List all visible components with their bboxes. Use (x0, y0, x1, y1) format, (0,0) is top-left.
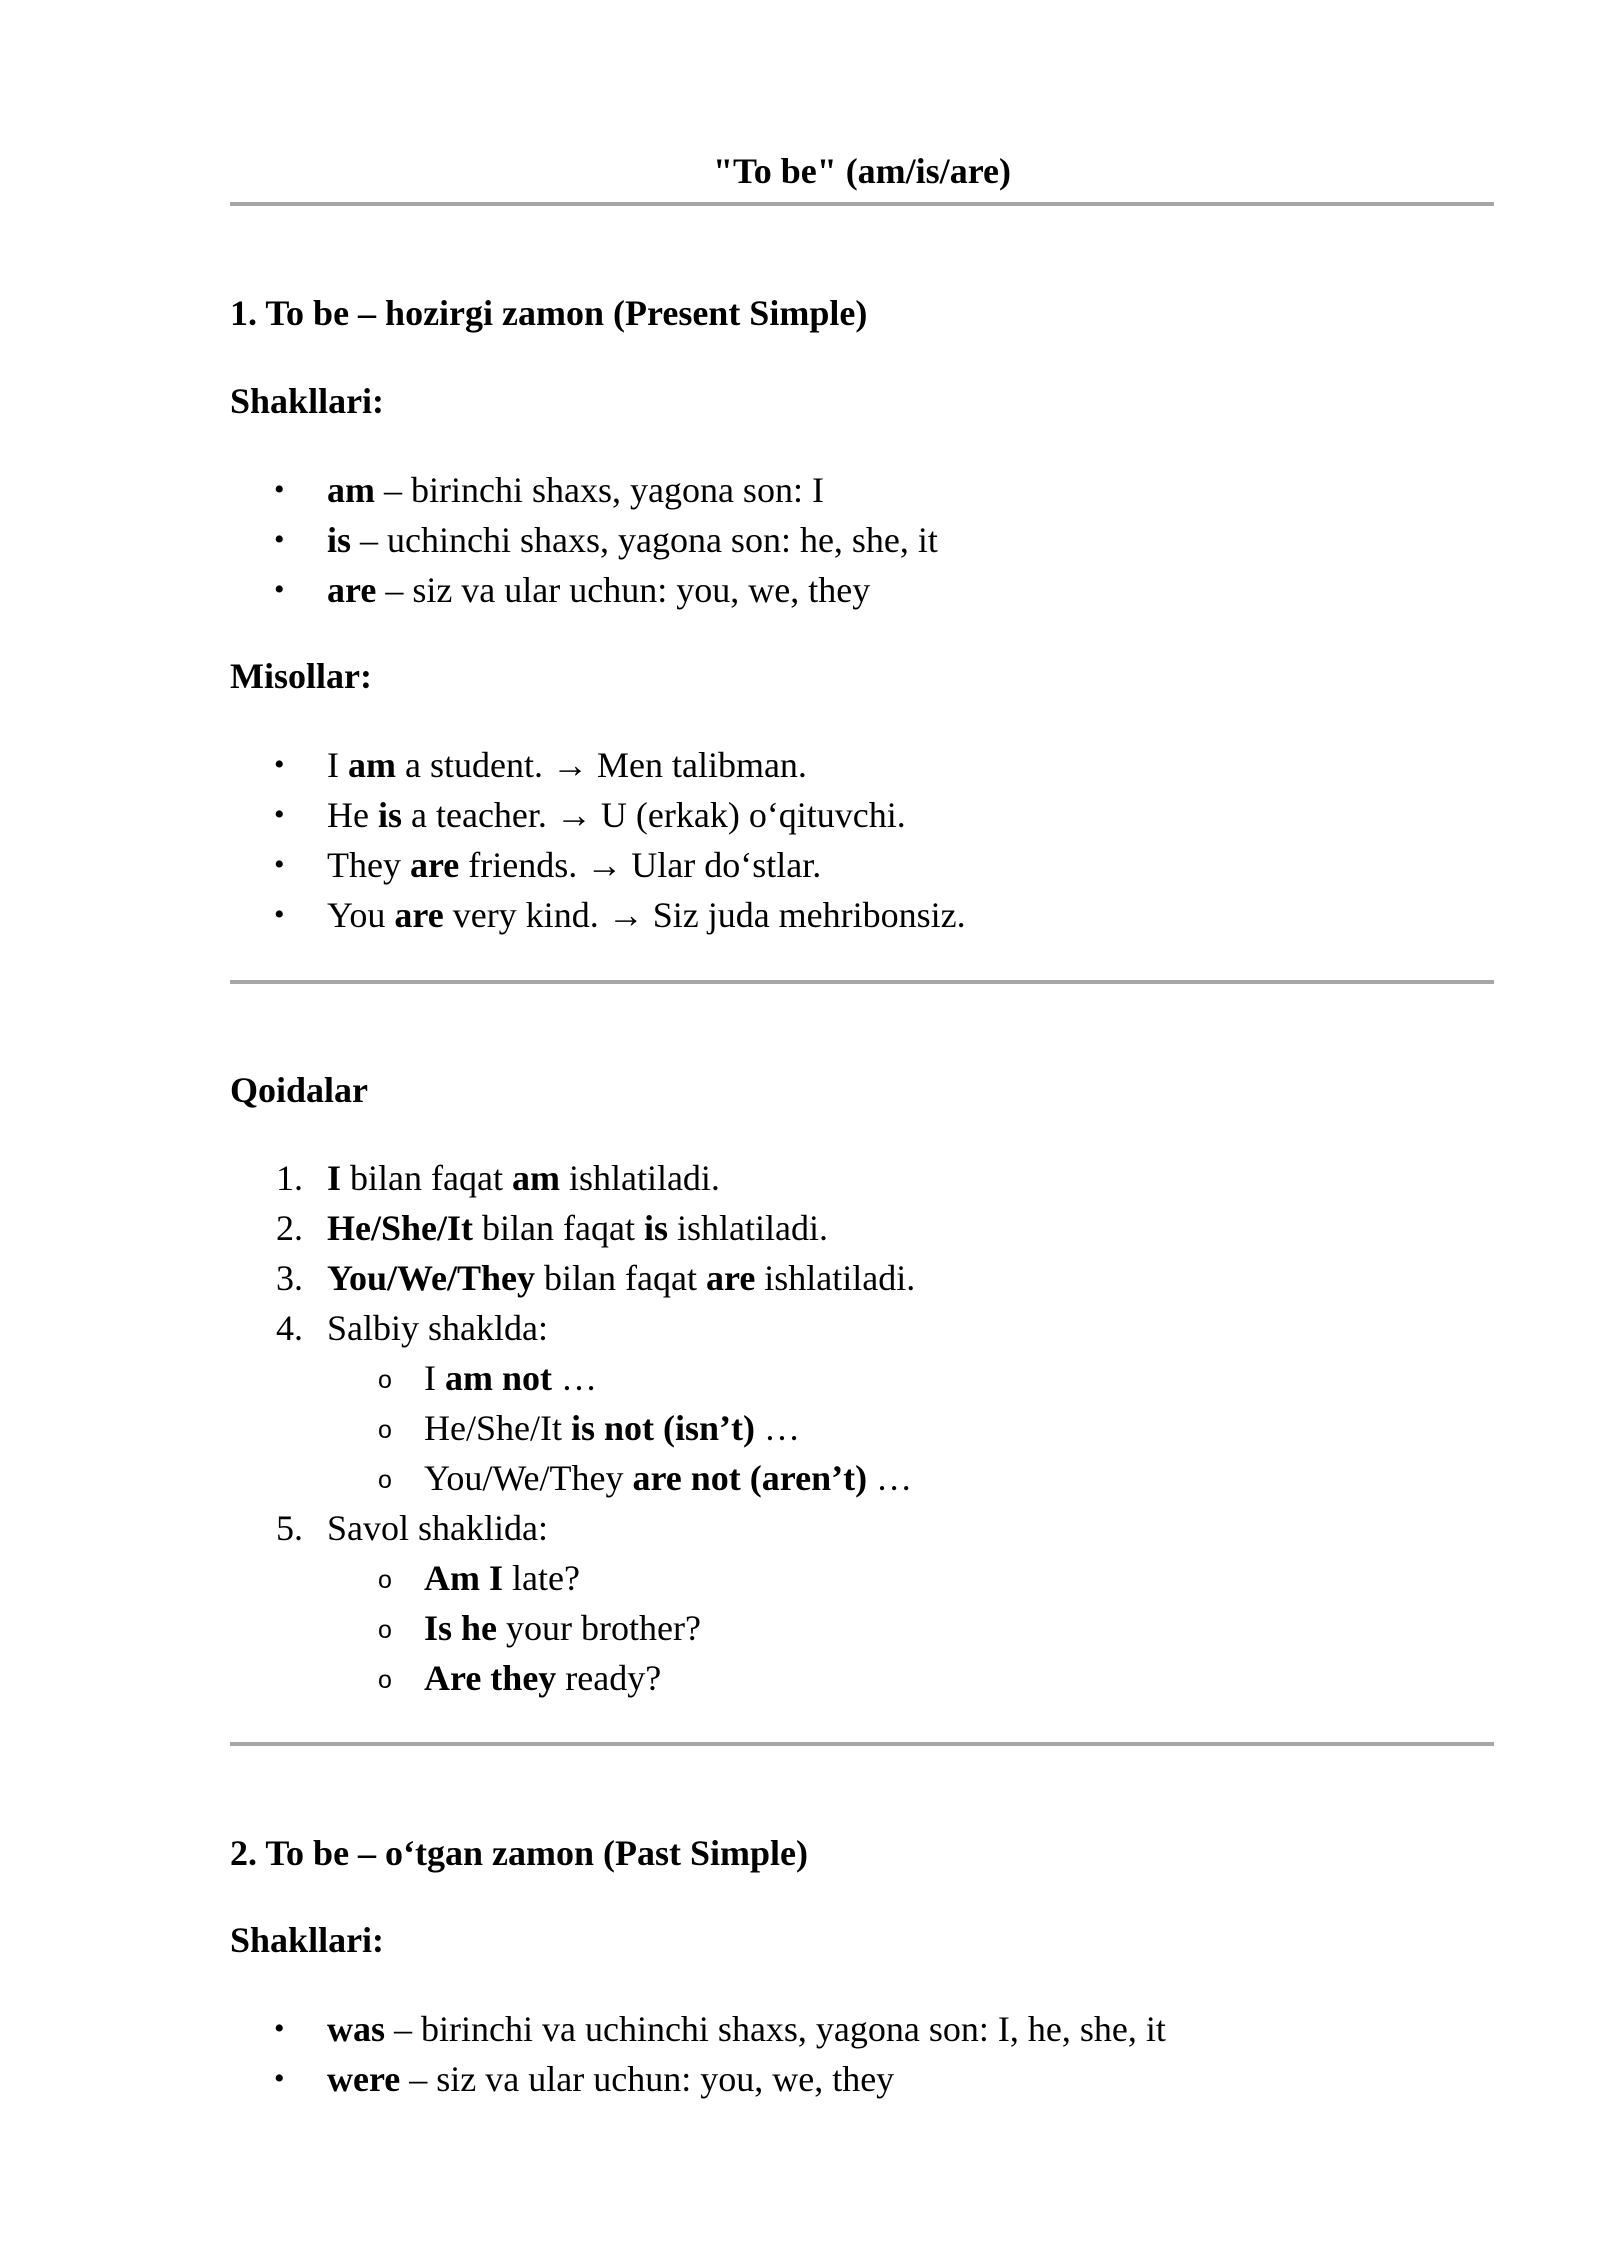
section1-examples-list (230, 740, 966, 940)
list-item: • am – birinchi shaxs, yagona son: I (230, 465, 938, 515)
section2-forms-list (230, 2004, 1166, 2104)
list-item: 3. You/We/They bilan faqat are ishlatiladi. (276, 1258, 916, 1298)
list-item: 5. Savol shaklida: (276, 1508, 548, 1548)
section1-forms-list (230, 465, 938, 615)
list-item: • He is a teacher. → U (erkak) o‘qituvchi. (230, 790, 966, 840)
list-item: o You/We/They are not (aren’t) … (230, 1453, 912, 1503)
negative-sublist (230, 1353, 912, 1503)
list-item: o I am not … (230, 1353, 912, 1403)
list-item: • They are friends. → Ular do‘stlar. (230, 840, 966, 890)
section1-heading: 1. To be – hozirgi zamon (Present Simple) (230, 293, 868, 333)
list-item: • are – siz va ular uchun: you, we, they (230, 565, 938, 615)
section2-forms-heading: Shakllari: (230, 1920, 385, 1960)
rules-list (230, 1153, 915, 1353)
list-item: • You are very kind. → Siz juda mehribonsiz. (230, 890, 966, 940)
document-title: "To be" (am/is/are) (713, 151, 1011, 191)
list-item: 2. He/She/It bilan faqat is ishlatiladi. (276, 1208, 828, 1248)
horizontal-rule (230, 980, 1494, 984)
list-item: o Are they ready? (230, 1653, 701, 1703)
list-item: • I am a student. → Men talibman. (230, 740, 966, 790)
rules-list-continued (230, 1503, 548, 1553)
list-item: o He/She/It is not (isn’t) … (230, 1403, 912, 1453)
list-item: • was – birinchi va uchinchi shaxs, yagona son: I, he, she, it (230, 2004, 1166, 2054)
rules-heading: Qoidalar (230, 1070, 369, 1110)
list-item: • were – siz va ular uchun: you, we, they (230, 2054, 1166, 2104)
list-item: o Am I late? (230, 1553, 701, 1603)
list-item: • is – uchinchi shaxs, yagona son: he, she, it (230, 515, 938, 565)
section1-examples-heading: Misollar: (230, 656, 372, 696)
list-item: 1. I bilan faqat am ishlatiladi. (276, 1158, 720, 1198)
list-item: 4. Salbiy shaklda: (276, 1308, 548, 1348)
horizontal-rule (230, 202, 1494, 206)
section1-forms-heading: Shakllari: (230, 381, 385, 421)
horizontal-rule (230, 1742, 1494, 1746)
section2-heading: 2. To be – o‘tgan zamon (Past Simple) (230, 1833, 809, 1873)
question-sublist (230, 1553, 701, 1703)
list-item: o Is he your brother? (230, 1603, 701, 1653)
